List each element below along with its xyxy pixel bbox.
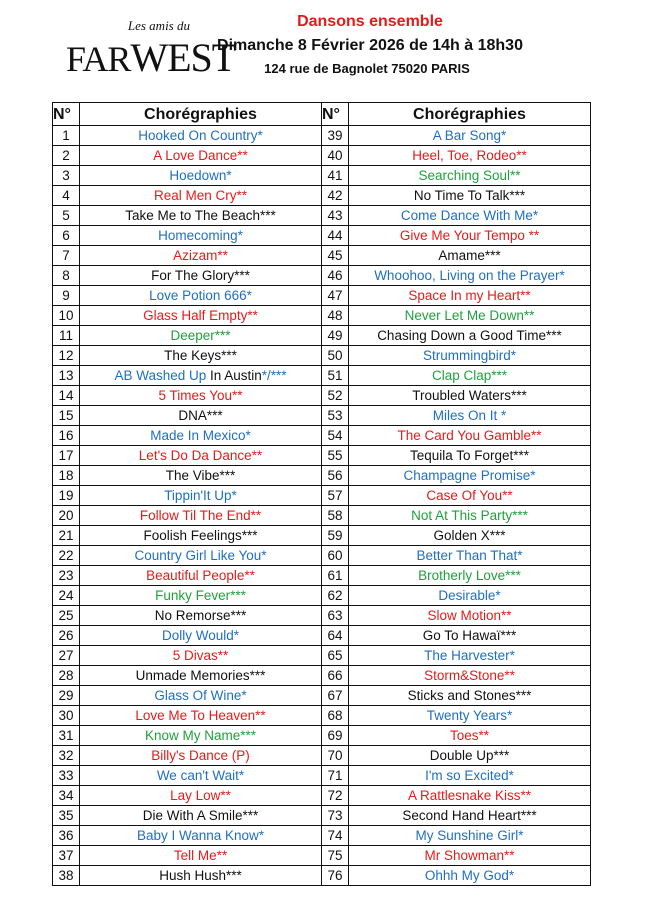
table-row — [53, 306, 591, 326]
table-header-row — [53, 103, 591, 126]
dance-number: 66 — [322, 666, 349, 686]
dance-name: Clap Clap*** — [431, 368, 508, 383]
dance-name: A Rattlesnake Kiss** — [407, 788, 532, 803]
dance-name: Love Me To Heaven** — [135, 708, 266, 723]
dance-name: Give Me Your Tempo ** — [399, 228, 540, 243]
dance-name: Beautiful People** — [146, 568, 255, 583]
table-row — [53, 386, 591, 406]
dance-name: Slow Motion** — [427, 608, 512, 623]
dance-number: 3 — [53, 166, 80, 186]
dance-name: A Love Dance** — [153, 148, 248, 163]
dance-name-cell — [80, 186, 322, 206]
dance-name: Homecoming* — [158, 228, 243, 243]
dance-number: 23 — [53, 566, 80, 586]
table-row — [53, 606, 591, 626]
dance-name-cell — [80, 146, 322, 166]
table-row — [53, 826, 591, 846]
dance-name-cell — [349, 146, 591, 166]
dance-number: 14 — [53, 386, 80, 406]
dance-name: Azizam** — [173, 248, 228, 263]
dance-name-cell — [349, 166, 591, 186]
dance-name-cell — [80, 506, 322, 526]
dance-name-cell — [80, 466, 322, 486]
dance-number: 19 — [53, 486, 80, 506]
dance-name-cell — [349, 486, 591, 506]
dance-number: 72 — [322, 786, 349, 806]
dance-number: 31 — [53, 726, 80, 746]
dance-name-cell — [80, 366, 322, 386]
dance-name-cell — [349, 766, 591, 786]
dance-name: The Vibe*** — [165, 468, 236, 483]
event-address: 124 rue de Bagnolet 75020 PARIS — [264, 61, 470, 76]
dance-name: Follow Til The End** — [139, 508, 262, 523]
dance-number: 50 — [322, 346, 349, 366]
dance-number: 48 — [322, 306, 349, 326]
dance-name: Not At This Party*** — [411, 508, 528, 523]
table-row — [53, 626, 591, 646]
table-row — [53, 686, 591, 706]
table-row — [53, 346, 591, 366]
dance-name-cell — [349, 346, 591, 366]
dance-name-cell — [80, 666, 322, 686]
dance-number: 47 — [322, 286, 349, 306]
dance-name: Twenty Years* — [426, 708, 513, 723]
dance-number: 74 — [322, 826, 349, 846]
dance-name-cell — [80, 286, 322, 306]
dance-number: 26 — [53, 626, 80, 646]
dance-name-cell — [349, 606, 591, 626]
dance-number: 29 — [53, 686, 80, 706]
dance-name: Heel, Toe, Rodeo** — [412, 148, 527, 163]
dance-number: 71 — [322, 766, 349, 786]
dance-name: Country Girl Like You* — [134, 548, 267, 563]
choreography-table — [52, 102, 591, 886]
dance-name: We can't Wait* — [156, 768, 245, 783]
dance-name: Come Dance With Me* — [400, 208, 539, 223]
dance-name: Searching Soul** — [418, 168, 521, 183]
table-row — [53, 466, 591, 486]
dance-number: 61 — [322, 566, 349, 586]
dance-number: 42 — [322, 186, 349, 206]
dance-number: 63 — [322, 606, 349, 626]
dance-number: 9 — [53, 286, 80, 306]
dance-name-cell — [80, 786, 322, 806]
dance-name: Baby I Wanna Know* — [136, 828, 265, 843]
dance-number: 73 — [322, 806, 349, 826]
table-row — [53, 706, 591, 726]
dance-number: 46 — [322, 266, 349, 286]
dance-number: 35 — [53, 806, 80, 826]
dance-number: 45 — [322, 246, 349, 266]
dance-name: Take Me to The Beach*** — [125, 208, 276, 223]
dance-name-cell — [80, 406, 322, 426]
dance-name-cell — [349, 586, 591, 606]
dance-number: 20 — [53, 506, 80, 526]
dance-name-cell — [80, 486, 322, 506]
dance-number: 24 — [53, 586, 80, 606]
dance-number: 60 — [322, 546, 349, 566]
dance-name: No Time To Talk*** — [413, 188, 526, 203]
dance-name-cell — [80, 646, 322, 666]
dance-name-cell — [349, 686, 591, 706]
dance-number: 55 — [322, 446, 349, 466]
table-row — [53, 206, 591, 226]
dance-number: 40 — [322, 146, 349, 166]
dance-number: 76 — [322, 866, 349, 886]
dance-number: 51 — [322, 366, 349, 386]
dance-number: 36 — [53, 826, 80, 846]
dance-name: Brotherly Love*** — [418, 568, 521, 583]
dance-name: Sticks and Stones*** — [407, 688, 532, 703]
dance-name: Whoohoo, Living on the Prayer* — [374, 268, 565, 283]
dance-name: Hooked On Country* — [138, 128, 263, 143]
table-row — [53, 566, 591, 586]
dance-name-cell — [349, 506, 591, 526]
dance-number: 49 — [322, 326, 349, 346]
column-header-number: N° — [53, 103, 80, 126]
event-date: Dimanche 8 Février 2026 de 14h à 18h30 — [217, 37, 523, 54]
dance-name: Funky Fever*** — [155, 588, 246, 603]
dance-name-part: In Austin — [206, 368, 262, 383]
dance-name: Let's Do Da Dance** — [138, 448, 263, 463]
dance-name-cell — [80, 706, 322, 726]
dance-number: 27 — [53, 646, 80, 666]
dance-name: Made In Mexico* — [150, 428, 251, 443]
dance-number: 41 — [322, 166, 349, 186]
dance-name: Ohhh My God* — [424, 868, 515, 883]
dance-number: 5 — [53, 206, 80, 226]
dance-number: 12 — [53, 346, 80, 366]
dance-name: No Remorse*** — [154, 608, 247, 623]
dance-number: 68 — [322, 706, 349, 726]
dance-name: Foolish Feelings*** — [143, 528, 258, 543]
dance-number: 56 — [322, 466, 349, 486]
dance-name: Amame*** — [438, 248, 501, 263]
dance-number: 38 — [53, 866, 80, 886]
dance-name: Miles On It * — [432, 408, 507, 423]
dance-name-cell — [349, 526, 591, 546]
dance-name: Troubled Waters*** — [412, 388, 527, 403]
dance-name: Double Up*** — [429, 748, 510, 763]
dance-name-cell — [349, 386, 591, 406]
dance-name-cell — [349, 786, 591, 806]
table-row — [53, 326, 591, 346]
dance-number: 1 — [53, 126, 80, 146]
dance-name-cell — [80, 306, 322, 326]
dance-number: 2 — [53, 146, 80, 166]
dance-name-cell — [80, 806, 322, 826]
dance-number: 21 — [53, 526, 80, 546]
dance-number: 15 — [53, 406, 80, 426]
dance-name-cell — [349, 546, 591, 566]
dance-level-marker: */*** — [261, 368, 287, 383]
dance-number: 30 — [53, 706, 80, 726]
dance-name-cell — [349, 206, 591, 226]
dance-name-cell — [349, 806, 591, 826]
dance-name-cell — [349, 366, 591, 386]
table-row — [53, 186, 591, 206]
event-title: Dansons ensemble — [297, 13, 443, 30]
table-row — [53, 366, 591, 386]
dance-name: Storm&Stone** — [424, 668, 515, 683]
dance-name-cell — [80, 126, 322, 146]
column-header-choreography: Chorégraphies — [80, 103, 322, 126]
dance-name-cell — [349, 266, 591, 286]
dance-name-cell — [349, 646, 591, 666]
dance-name: Billy's Dance (P) — [151, 748, 250, 763]
dance-number: 43 — [322, 206, 349, 226]
dance-name-cell — [80, 626, 322, 646]
dance-name-cell — [349, 566, 591, 586]
dance-name: Better Than That* — [416, 548, 523, 563]
dance-name-cell — [349, 186, 591, 206]
dance-name-cell — [80, 586, 322, 606]
dance-name: Strummingbird* — [422, 348, 517, 363]
dance-name-cell — [349, 226, 591, 246]
dance-name: Mr Showman** — [424, 848, 515, 863]
table-row — [53, 546, 591, 566]
farwest-logo — [62, 14, 236, 84]
dance-number: 62 — [322, 586, 349, 606]
dance-name: Second Hand Heart*** — [402, 808, 537, 823]
table-row — [53, 286, 591, 306]
dance-name: Tequila To Forget*** — [409, 448, 530, 463]
dance-name-cell — [80, 426, 322, 446]
table-row — [53, 586, 591, 606]
dance-name: Go To Hawaï*** — [422, 628, 517, 643]
event-header — [200, 10, 540, 80]
dance-name: DNA*** — [178, 408, 223, 423]
dance-number: 65 — [322, 646, 349, 666]
dance-number: 59 — [322, 526, 349, 546]
dance-name: AB Washed Up — [114, 368, 207, 383]
table-row — [53, 806, 591, 826]
table-row — [53, 786, 591, 806]
dance-name-cell — [80, 726, 322, 746]
table-row — [53, 426, 591, 446]
dance-name-cell — [349, 306, 591, 326]
logo-far: FAR — [66, 39, 131, 79]
dance-name: The Card You Gamble** — [397, 428, 542, 443]
dance-name-cell — [349, 246, 591, 266]
dance-name-cell — [349, 406, 591, 426]
dance-name-cell — [80, 346, 322, 366]
dance-name: Dolly Would* — [161, 628, 240, 643]
dance-name-cell — [80, 606, 322, 626]
dance-name-cell — [80, 826, 322, 846]
table-row — [53, 666, 591, 686]
dance-name: The Keys*** — [164, 348, 237, 363]
dance-name-cell — [80, 206, 322, 226]
dance-number: 52 — [322, 386, 349, 406]
table-row — [53, 266, 591, 286]
dance-name-cell — [349, 726, 591, 746]
dance-number: 54 — [322, 426, 349, 446]
dance-name-cell — [349, 826, 591, 846]
dance-name: Desirable* — [438, 588, 501, 603]
dance-name-cell — [349, 426, 591, 446]
dance-number: 70 — [322, 746, 349, 766]
dance-name: Die With A Smile*** — [142, 808, 259, 823]
dance-name-cell — [349, 866, 591, 886]
dance-number: 58 — [322, 506, 349, 526]
dance-name: Tell Me** — [173, 848, 228, 863]
dance-number: 11 — [53, 326, 80, 346]
dance-number: 28 — [53, 666, 80, 686]
table-row — [53, 486, 591, 506]
dance-name: Case Of You** — [426, 488, 513, 503]
table-row — [53, 226, 591, 246]
dance-name-cell — [349, 126, 591, 146]
dance-name: Glass Of Wine* — [154, 688, 247, 703]
table-row — [53, 126, 591, 146]
dance-name-cell — [349, 846, 591, 866]
dance-name: Lay Low** — [170, 788, 231, 803]
dance-name: Champagne Promise* — [403, 468, 536, 483]
dance-name-cell — [349, 746, 591, 766]
dance-number: 16 — [53, 426, 80, 446]
dance-number: 6 — [53, 226, 80, 246]
dance-number: 13 — [53, 366, 80, 386]
table-row — [53, 526, 591, 546]
table-row — [53, 246, 591, 266]
dance-name-cell — [80, 766, 322, 786]
dance-name: Glass Half Empty** — [143, 308, 258, 323]
dance-name: Chasing Down a Good Time*** — [377, 328, 562, 343]
column-header-choreography: Chorégraphies — [349, 103, 591, 126]
dance-number: 8 — [53, 266, 80, 286]
dance-number: 32 — [53, 746, 80, 766]
dance-name-cell — [80, 166, 322, 186]
dance-name: My Sunshine Girl* — [415, 828, 524, 843]
dance-number: 39 — [322, 126, 349, 146]
dance-name-cell — [80, 226, 322, 246]
dance-name-cell — [349, 466, 591, 486]
dance-name-cell — [80, 566, 322, 586]
dance-name: A Bar Song* — [432, 128, 507, 143]
dance-name: Love Potion 666* — [149, 288, 252, 303]
dance-name-cell — [80, 326, 322, 346]
dance-number: 57 — [322, 486, 349, 506]
table-row — [53, 446, 591, 466]
dance-number: 4 — [53, 186, 80, 206]
dance-name: Space In my Heart** — [408, 288, 531, 303]
dance-number: 22 — [53, 546, 80, 566]
dance-number: 53 — [322, 406, 349, 426]
table-row — [53, 766, 591, 786]
dance-number: 44 — [322, 226, 349, 246]
dance-name: Know My Name*** — [144, 728, 257, 743]
dance-name-cell — [349, 706, 591, 726]
logo-west: WEST — [130, 35, 236, 80]
dance-number: 37 — [53, 846, 80, 866]
column-header-number: N° — [322, 103, 349, 126]
dance-name-cell — [80, 866, 322, 886]
dance-name: Hush Hush*** — [159, 868, 242, 883]
dance-name-cell — [80, 246, 322, 266]
dance-number: 17 — [53, 446, 80, 466]
table-row — [53, 746, 591, 766]
dance-name-cell — [80, 546, 322, 566]
table-row — [53, 406, 591, 426]
table-row — [53, 726, 591, 746]
dance-name: Tippin'It Up* — [164, 488, 237, 503]
dance-name-cell — [80, 446, 322, 466]
dance-number: 7 — [53, 246, 80, 266]
dance-name: 5 Divas** — [172, 648, 229, 663]
dance-number: 25 — [53, 606, 80, 626]
dance-name: Real Men Cry** — [153, 188, 248, 203]
dance-name-cell — [349, 666, 591, 686]
dance-name-cell — [80, 846, 322, 866]
table-row — [53, 846, 591, 866]
logo-subtitle: Les amis du — [127, 18, 190, 33]
dance-number: 64 — [322, 626, 349, 646]
table-row — [53, 166, 591, 186]
dance-name: Hoedown* — [169, 168, 232, 183]
dance-name-cell — [80, 386, 322, 406]
dance-name-cell — [349, 626, 591, 646]
dance-name-cell — [349, 286, 591, 306]
dance-number: 69 — [322, 726, 349, 746]
dance-number: 33 — [53, 766, 80, 786]
dance-number: 34 — [53, 786, 80, 806]
dance-name: Golden X*** — [433, 528, 506, 543]
dance-name: For The Glory*** — [151, 268, 250, 283]
dance-name-cell — [80, 686, 322, 706]
dance-number: 75 — [322, 846, 349, 866]
dance-name: Unmade Memories*** — [135, 668, 266, 683]
dance-name: 5 Times You** — [158, 388, 243, 403]
table-row — [53, 866, 591, 886]
table-row — [53, 146, 591, 166]
dance-name-cell — [80, 746, 322, 766]
dance-name: Toes** — [449, 728, 490, 743]
dance-number: 10 — [53, 306, 80, 326]
dance-name: The Harvester* — [424, 648, 515, 663]
table-row — [53, 646, 591, 666]
dance-name: I'm so Excited* — [425, 768, 514, 783]
dance-name-cell — [349, 446, 591, 466]
dance-name: Deeper*** — [170, 328, 231, 343]
table-row — [53, 506, 591, 526]
dance-name-cell — [80, 266, 322, 286]
dance-number: 67 — [322, 686, 349, 706]
dance-name-cell — [349, 326, 591, 346]
dance-name-cell — [80, 526, 322, 546]
dance-name: Never Let Me Down** — [404, 308, 535, 323]
dance-number: 18 — [53, 466, 80, 486]
